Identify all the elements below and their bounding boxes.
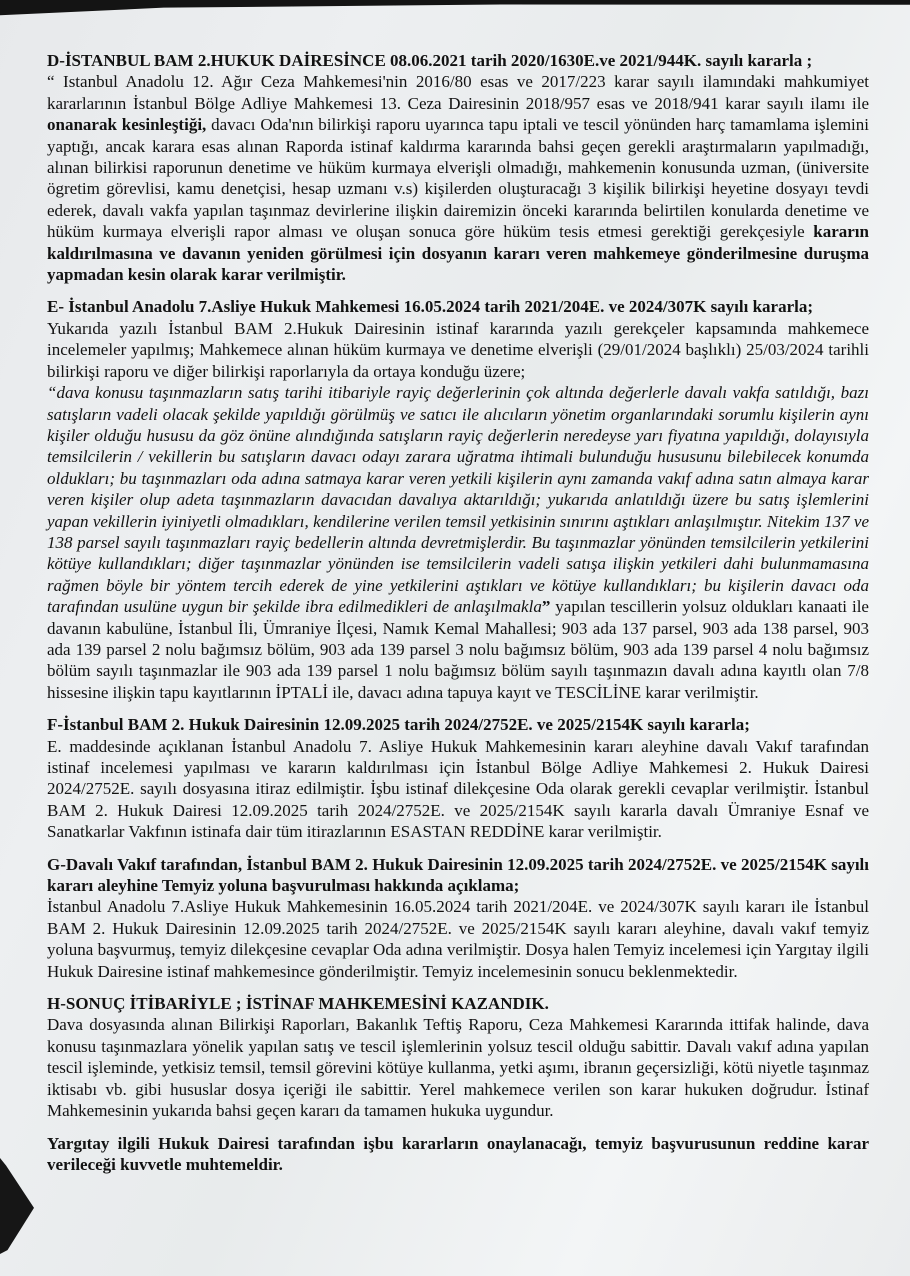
section-f-body: E. maddesinde açıklanan İstanbul Anadolu 7. Asliye Hukuk Mahkemesinin kararı aleyhine davalı Vakıf tarafından istinaf incelemesi yapılması ve kararın kaldırılması için İstanbul Bölge Adliye Mahkemesi 2. Hukuk Dairesi 2024/2752E. sayılı dosyasına itiraz edilmiştir. İşbu istinaf dilekçesine Oda olarak gerekli cevaplar verilmiştir. İstanbul BAM 2. Hukuk Dairesi 12.09.2025 tarih 2024/2752E. ve 2025/2154K sayılı kararla davalı Ümraniye Esnaf ve Sanatkarlar Vakfının istinafa dair tüm itirazlarının ESASTAN REDDİNE karar verilmiştir. [47, 736, 869, 842]
section-f-heading: F-İstanbul BAM 2. Hukuk Dairesinin 12.09.2025 tarih 2024/2752E. ve 2025/2154K sayılı kararla; [47, 715, 750, 735]
closing-statement-text: Yargıtay ilgili Hukuk Dairesi tarafından işbu kararların onaylanacağı, temyiz başvurusunun reddine karar verileceği kuvvetle muhtemeldir. [47, 1133, 869, 1174]
section-f [47, 714, 869, 842]
section-g-heading: G-Davalı Vakıf tarafından, İstanbul BAM 2. Hukuk Dairesinin 12.09.2025 tarih 2024/2752E. ve 2025/2154K sayılı kararı aleyhine Temyiz yoluna başvurulması hakkında açıklama; [47, 854, 869, 896]
section-d-heading: D-İSTANBUL BAM 2.HUKUK DAİRESİNCE 08.06.2021 tarih 2020/1630E.ve 2021/944K. sayılı kararla ; [47, 51, 813, 70]
text-run-bold: onanarak kesinleştiği, [47, 115, 207, 135]
text-run-bold: ” [541, 597, 551, 617]
section-d-body [47, 71, 869, 285]
text-run-italic-quote: “dava konusu taşınmazların satış tarihi itibariyle rayiç değerlerinin çok altında değerlerle davalı vakfa satıldığı, bazı satışların vadeli olacak şekilde yapıldığı görülmüş ve satıcı ile alıcıların yönetim organlarındaki sorumlu kişilerin aynı kişiler olduğu hususu da göz önüne alındığında satışların rayiç değerlerin neredeyse yarı fiyatına yapıldığı, dolayısıyla temsilcilerin / vekillerin bu satışların davacı odayı zarara uğratma ihtimali bulunduğu hususunu bilebilecek konumda oldukları; bu taşınmazları oda adına satmaya karar veren yetkili kişilerin aynı zamanda vakıf adına satın almaya karar veren kişiler olup adeta taşınmazların davacıdan davalıya aktarıldığı; yukarıda anlatıldığı üzere bu satış işlemlerini yapan vekillerin iyiniyetli olmadıkları, kendilerine verilen temsil yetkisinin sınırını aştıkları anlaşılmıştır. Nitekim 137 ve 138 parsel sayılı taşınmazları rayiç bedellerin altında devretmişlerdir. Bu taşınmazlar yönünden temsilcilerin yetkilerini kötüye kullandıkları; diğer taşınmazlar yönünden ise temsilcilerin vadeli satışa ilişkin yetkileri dahi bulunmamasına rağmen böyle bir yöntem tercih ederek de yine yetkilerini aştıkları ve kötüye kullandıkları; bu kişilerin davacı oda tarafından usulüne uygun bir şekilde ibra edilmedikleri de anlaşılmakla [47, 383, 869, 617]
text-run: davacı Oda'nın bilirkişi raporu uyarınca tapu iptali ve tescil yönünden harç tamamlama işlemini yaptığı, ancak karara esas alınan Raporda istinaf kaldırma kararında bahsi geçen gerekli araştırmaların yapılmadığı, alınan bilirkisi raporunun denetime ve hüküm kurmaya elverişli olmadığı, mahkemenin konusunda uzman, (üniversite ögretim görevlisi, kamu denetçisi, hesap uzmanı v.s) kişilerden oluşturacağı 3 kişilik bilirkişi heyetine dosyayı tevdi ederek, davalı vakfa yapılan taşınmaz devirlerine ilişkin dairemizin önceki kararında belirtilen konularda denetime ve hüküm kurmaya elverişli rapor alması ve oluşan sonuca göre hüküm tesis etmesi gerektiği gerekçesiyle [47, 115, 869, 242]
text-run: yapılan tescillerin yolsuz oldukları kanaati ile davanın kabulüne, İstanbul İli, Ümraniye İlçesi, Namık Kemal Mahallesi; 903 ada 137 parsel, 903 ada 138 parsel, 903 ada 139 parsel 2 nolu bağımsız bölüm, 903 ada 139 parsel 3 nolu bağımsız bölüm, 903 ada 139 parsel 4 nolu bağımsız bölüm sayılı taşınmazlar ile 903 ada 139 parsel 1 nolu bağımsız bölüm sayılı taşınmazın davalı adına kayıtlı olan 7/8 hissesine ilişkin tapu kayıtlarının İPTALİ ile, davacı adına tapuya kayıt ve TESCİLİNE karar verilmiştir. [47, 597, 869, 702]
section-e-intro: Yukarıda yazılı İstanbul BAM 2.Hukuk Dairesinin istinaf kararında yazılı gerekçeler kapsamında mahkemece incelemeler yapılmış; Mahkemece alınan hüküm kurmaya ve denetime elverişli (29/01/2024 başlıklı) 25/03/2024 tarihli bilirkişi raporu ve diğer bilirkişi raporlarıyla da ortaya konduğu üzere; [47, 318, 869, 381]
section-h-heading: H-SONUÇ İTİBARİYLE ; İSTİNAF MAHKEMESİNİ KAZANDIK. [47, 994, 549, 1014]
scan-artifact-top-edge [0, 0, 910, 16]
scanned-legal-document-page [47, 50, 869, 1186]
text-run-bold: kararın kaldırılmasına ve davanın yeniden görülmesi için dosyanın kararı veren mahkemeye gönderilmesine duruşma yapmadan kesin olarak karar verilmiştir. [47, 222, 869, 285]
section-d [47, 50, 869, 285]
section-h-body: Dava dosyasında alınan Bilirkişi Raporları, Bakanlık Teftiş Raporu, Ceza Mahkemesi Kararında ittifak halinde, dava konusu taşınmazlara yönelik yapılan satış ve tescil işlemlerinin yolsuz tescil olduğu sabittir. Davalı vakıf adına yapılan tescil işleminde, yetkisiz temsil, temsil görevini kötüye kullanma, yetki aşımı, ibranın geçersizliği, kötü niyetle taşınmaz iktisabı vb. gibi hususlar dosya içeriği ile sabittir. Yerel mahkemece verilen son karar hukuken doğrudur. İstinaf Mahkemesinin yukarıda bahsi geçen kararı da tamamen hukuka uygundur. [47, 1015, 869, 1121]
section-g [47, 854, 869, 982]
section-e-heading: E- İstanbul Anadolu 7.Asliye Hukuk Mahkemesi 16.05.2024 tarih 2021/204E. ve 2024/307K sayılı kararla; [47, 297, 814, 317]
section-e-body [47, 382, 869, 703]
section-g-body: İstanbul Anadolu 7.Asliye Hukuk Mahkemesinin 16.05.2024 tarih 2021/204E. ve 2024/307K sayılı kararı ile İstanbul BAM 2. Hukuk Dairesinin 12.09.2025 tarih 2024/2752E. ve 2025/2154K sayılı kararı aleyhine, davalı vakıf temyiz yoluna başvurmuş, temyiz dilekçesine cevaplar Oda adına verilmiştir. Dosya halen Temyiz incelemesi için Yargıtay ilgili Hukuk Dairesine istinaf mahkemesince gönderilmiştir. Temyiz incelemesinin sonucu beklenmektedir. [47, 897, 869, 981]
section-h [47, 993, 869, 1121]
closing-statement [47, 1133, 869, 1176]
text-run: “ Istanbul Anadolu 12. Ağır Ceza Mahkemesi'nin 2016/80 esas ve 2017/223 karar sayılı ilamındaki mahkumiyet kararlarının İstanbul Bölge Adliye Mahkemesi 13. Ceza Dairesinin 2018/957 esas ve 2018/941 karar sayılı ilamı ile [47, 72, 869, 113]
section-e [47, 296, 869, 703]
scan-artifact-bottom-left-corner [0, 1158, 34, 1254]
